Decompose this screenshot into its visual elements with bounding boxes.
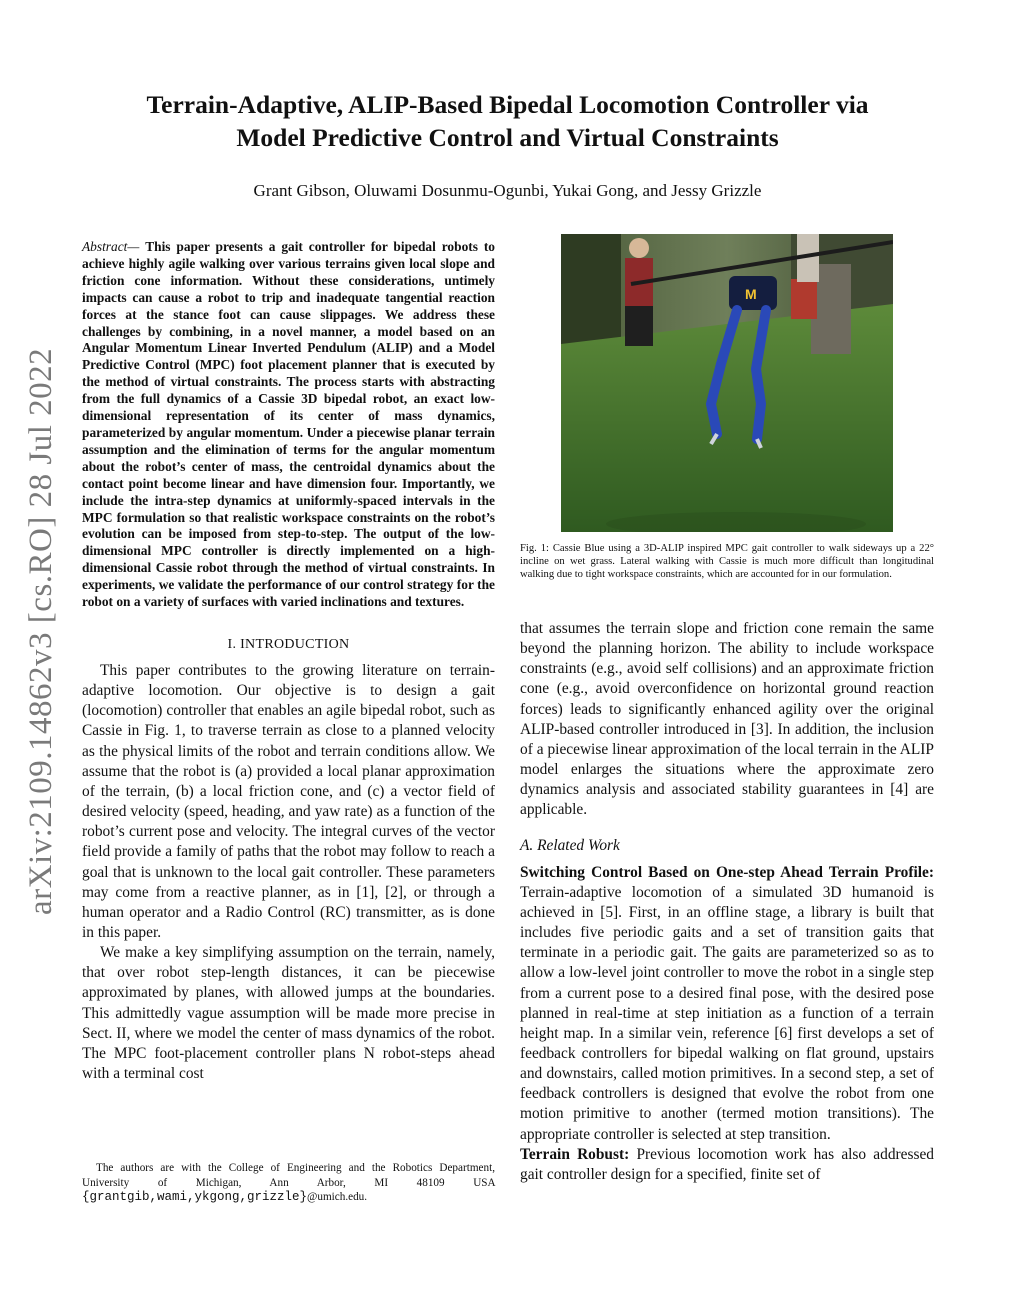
footnote-emails: {grantgib,wami,ykgong,grizzle} xyxy=(82,1190,308,1204)
footnote-domain: @umich.edu. xyxy=(307,1191,368,1203)
right-paragraph-1: that assumes the terrain slope and friction cone remain the same beyond the planning horizon. The ability to include workspace constraints (e.g., avoid self collisions) and an approximate friction cone (e.g., avoid overconfidence on horizontal ground reaction forces) leads to significantly enhanced agility over the original ALIP-based controller introduced in [3]. In addition, the inclusion of a piecewise linear approximation of the local terrain in the ALIP model enlarges the situations where the approximate zero dynamics analysis and associated stability guarantees in [4] are applicable. xyxy=(520,620,934,819)
footnote-affiliation: The authors are with the College of Engineering and the Robotics Department, University of Michigan, Ann Arbor, MI 48109 USA xyxy=(82,1162,495,1189)
author-list: Grant Gibson, Oluwami Dosunmu-Ogunbi, Yukai Gong, and Jessy Grizzle xyxy=(253,181,762,200)
left-column xyxy=(82,239,495,1084)
related-work-p2-bold: Terrain Robust: xyxy=(520,1145,630,1163)
figure-caption: Fig. 1: Cassie Blue using a 3D-ALIP inspired MPC gait controller to walk sideways up a 22° incline on wet grass. Lateral walking with Cassie is much more difficult than longitudinal walking due to tight workspace constraints, which are accounted for in our formulation. xyxy=(520,543,934,581)
abstract-label: Abstract xyxy=(82,239,128,254)
section-heading-introduction: I. INTRODUCTION xyxy=(227,636,350,652)
related-work-p1-bold: Switching Control Based on One-step Ahead Terrain Profile: xyxy=(520,863,934,881)
abstract: Abstract— This paper presents a gait controller for bipedal robots to achieve highly agile walking over various terrains given local slope and friction cone information. Without these considerations, untimely impacts can cause a robot to trip and inadequate tangential reaction forces at the stance foot can cause slippages. We address these challenges by combining, in a novel manner, a model based on an Angular Momentum Linear Inverted Pendulum (ALIP) and a Model Predictive Control (MPC) foot placement planner that is executed by the method of virtual constraints. The process starts with abstracting from the full dynamics of a Cassie 3D bipedal robot, an exact low-dimensional representation of its center of mass dynamics, parameterized by angular momentum. Under a piecewise planar terrain assumption and the elimination of terms for the angular momentum about the robot’s center of mass, the centroidal dynamics about the contact point become linear and have dimension four. Importantly, we include the intra-step dynamics at uniformly-spaced intervals in the MPC formulation so that realistic workspace constraints on the robot’s evolution can be imposed from step-to-step. The output of the low-dimensional MPC controller is directly implemented on a high-dimensional Cassie robot through the method of virtual constraints. In experiments, we validate the performance of our control strategy for the robot on a variety of surfaces with varied inclinations and textures. xyxy=(82,239,495,610)
author-footnote xyxy=(82,1161,495,1205)
title-line-2: Model Predictive Control and Virtual Constraints xyxy=(236,123,779,152)
intro-paragraph-2: We make a key simplifying assumption on the terrain, namely, that over robot step-length distances, it can be piecewise approximated by planes, with allowed jumps at the boundaries. This admittedly vague assumption will be made more precise in Sect. II, where we model the center of mass dynamics of the robot. The MPC foot-placement controller plans N robot-steps ahead with a terminal cost xyxy=(82,944,495,1083)
right-column xyxy=(520,619,934,1185)
related-work-paragraph-1 xyxy=(520,863,934,1145)
figure-cassie-photo xyxy=(561,234,893,532)
related-work-p2-text: Previous locomotion work has also addressed gait controller design for a specified, finite set of xyxy=(520,1145,934,1183)
related-work-paragraph-2 xyxy=(520,1145,934,1185)
paper-title xyxy=(80,88,935,154)
abstract-text: This paper presents a gait controller for bipedal robots to achieve highly agile walking over various terrains given local slope and friction cone information. Without these considerations, untimely impacts can cause a robot to trip and inadequate tangential reaction forces at the stance foot can cause slippages. We address these challenges by combining, in a novel manner, a model based on an Angular Momentum Linear Inverted Pendulum (ALIP) and a Model Predictive Control (MPC) foot placement planner that is executed by the method of virtual constraints. The process starts with abstracting from the full dynamics of a Cassie 3D bipedal robot, an exact low-dimensional representation of its center of mass dynamics, parameterized by angular momentum. Under a piecewise planar terrain assumption and the elimination of terms for the angular momentum about the robot’s center of mass, the centroidal dynamics about the contact point become linear and have dimension four. Importantly, we include the intra-step dynamics at uniformly-spaced intervals in the MPC formulation so that realistic workspace constraints on the robot’s evolution can be imposed from step-to-step. The output of the low-dimensional MPC controller is directly implemented on a high-dimensional Cassie robot through the method of virtual constraints. In experiments, we validate the performance of our control strategy for the robot on a variety of surfaces with varied inclinations and textures. xyxy=(82,239,495,610)
title-line-1: Terrain-Adaptive, ALIP-Based Bipedal Locomotion Controller via xyxy=(146,90,869,119)
related-work-p1-text: Terrain-adaptive locomotion of a simulated 3D humanoid is achieved in [5]. First, in an offline stage, a library is built that includes five periodic gaits and a set of transition gaits that terminate in a periodic gait. The gaits are parameterized so as to allow a low-level joint controller to move the robot in a single step from a current pose to a desired final pose, with the desired pose planned in real-time at step initiation as a function of a terrain height map. In a similar vein, reference [6] first develops a set of feedback controllers for bipedal walking on flat ground, upstairs and downstairs, called motion primitives. In a second step, a set of feedback controllers is designed that evolve the robot from one motion primitive to another (termed motion transitions). The appropriate controller is selected at step transition. xyxy=(520,883,934,1143)
intro-paragraph-1: This paper contributes to the growing literature on terrain-adaptive locomotion. Our objective is to design a gait (locomotion) controller that enables an agile bipedal robot, such as Cassie in Fig. 1, to traverse terrain as close to a planned velocity as the physical limits of the robot and terrain conditions allow. We assume that the robot is (a) provided a local planar approximation of the terrain, (b) a local friction cone, and (c) a vector field of desired velocity (speed, heading, and yaw rate) as a function of the robot’s current pose and velocity. The integral curves of the vector field provide a family of paths that the robot may follow to reach a goal that is unknown to the local gait controller. These parameters may come from a reactive planner, as in [1], [2], or through a human operator and a Radio Control (RC) transmitter, as is done in this paper. xyxy=(82,661,495,941)
subsection-heading-related-work: A. Related Work xyxy=(520,836,620,854)
arxiv-watermark: arXiv:2109.14862v3 [cs.RO] 28 Jul 2022 xyxy=(23,347,59,915)
svg-text:M: M xyxy=(745,286,757,302)
cassie-photo-illustration xyxy=(561,234,893,532)
